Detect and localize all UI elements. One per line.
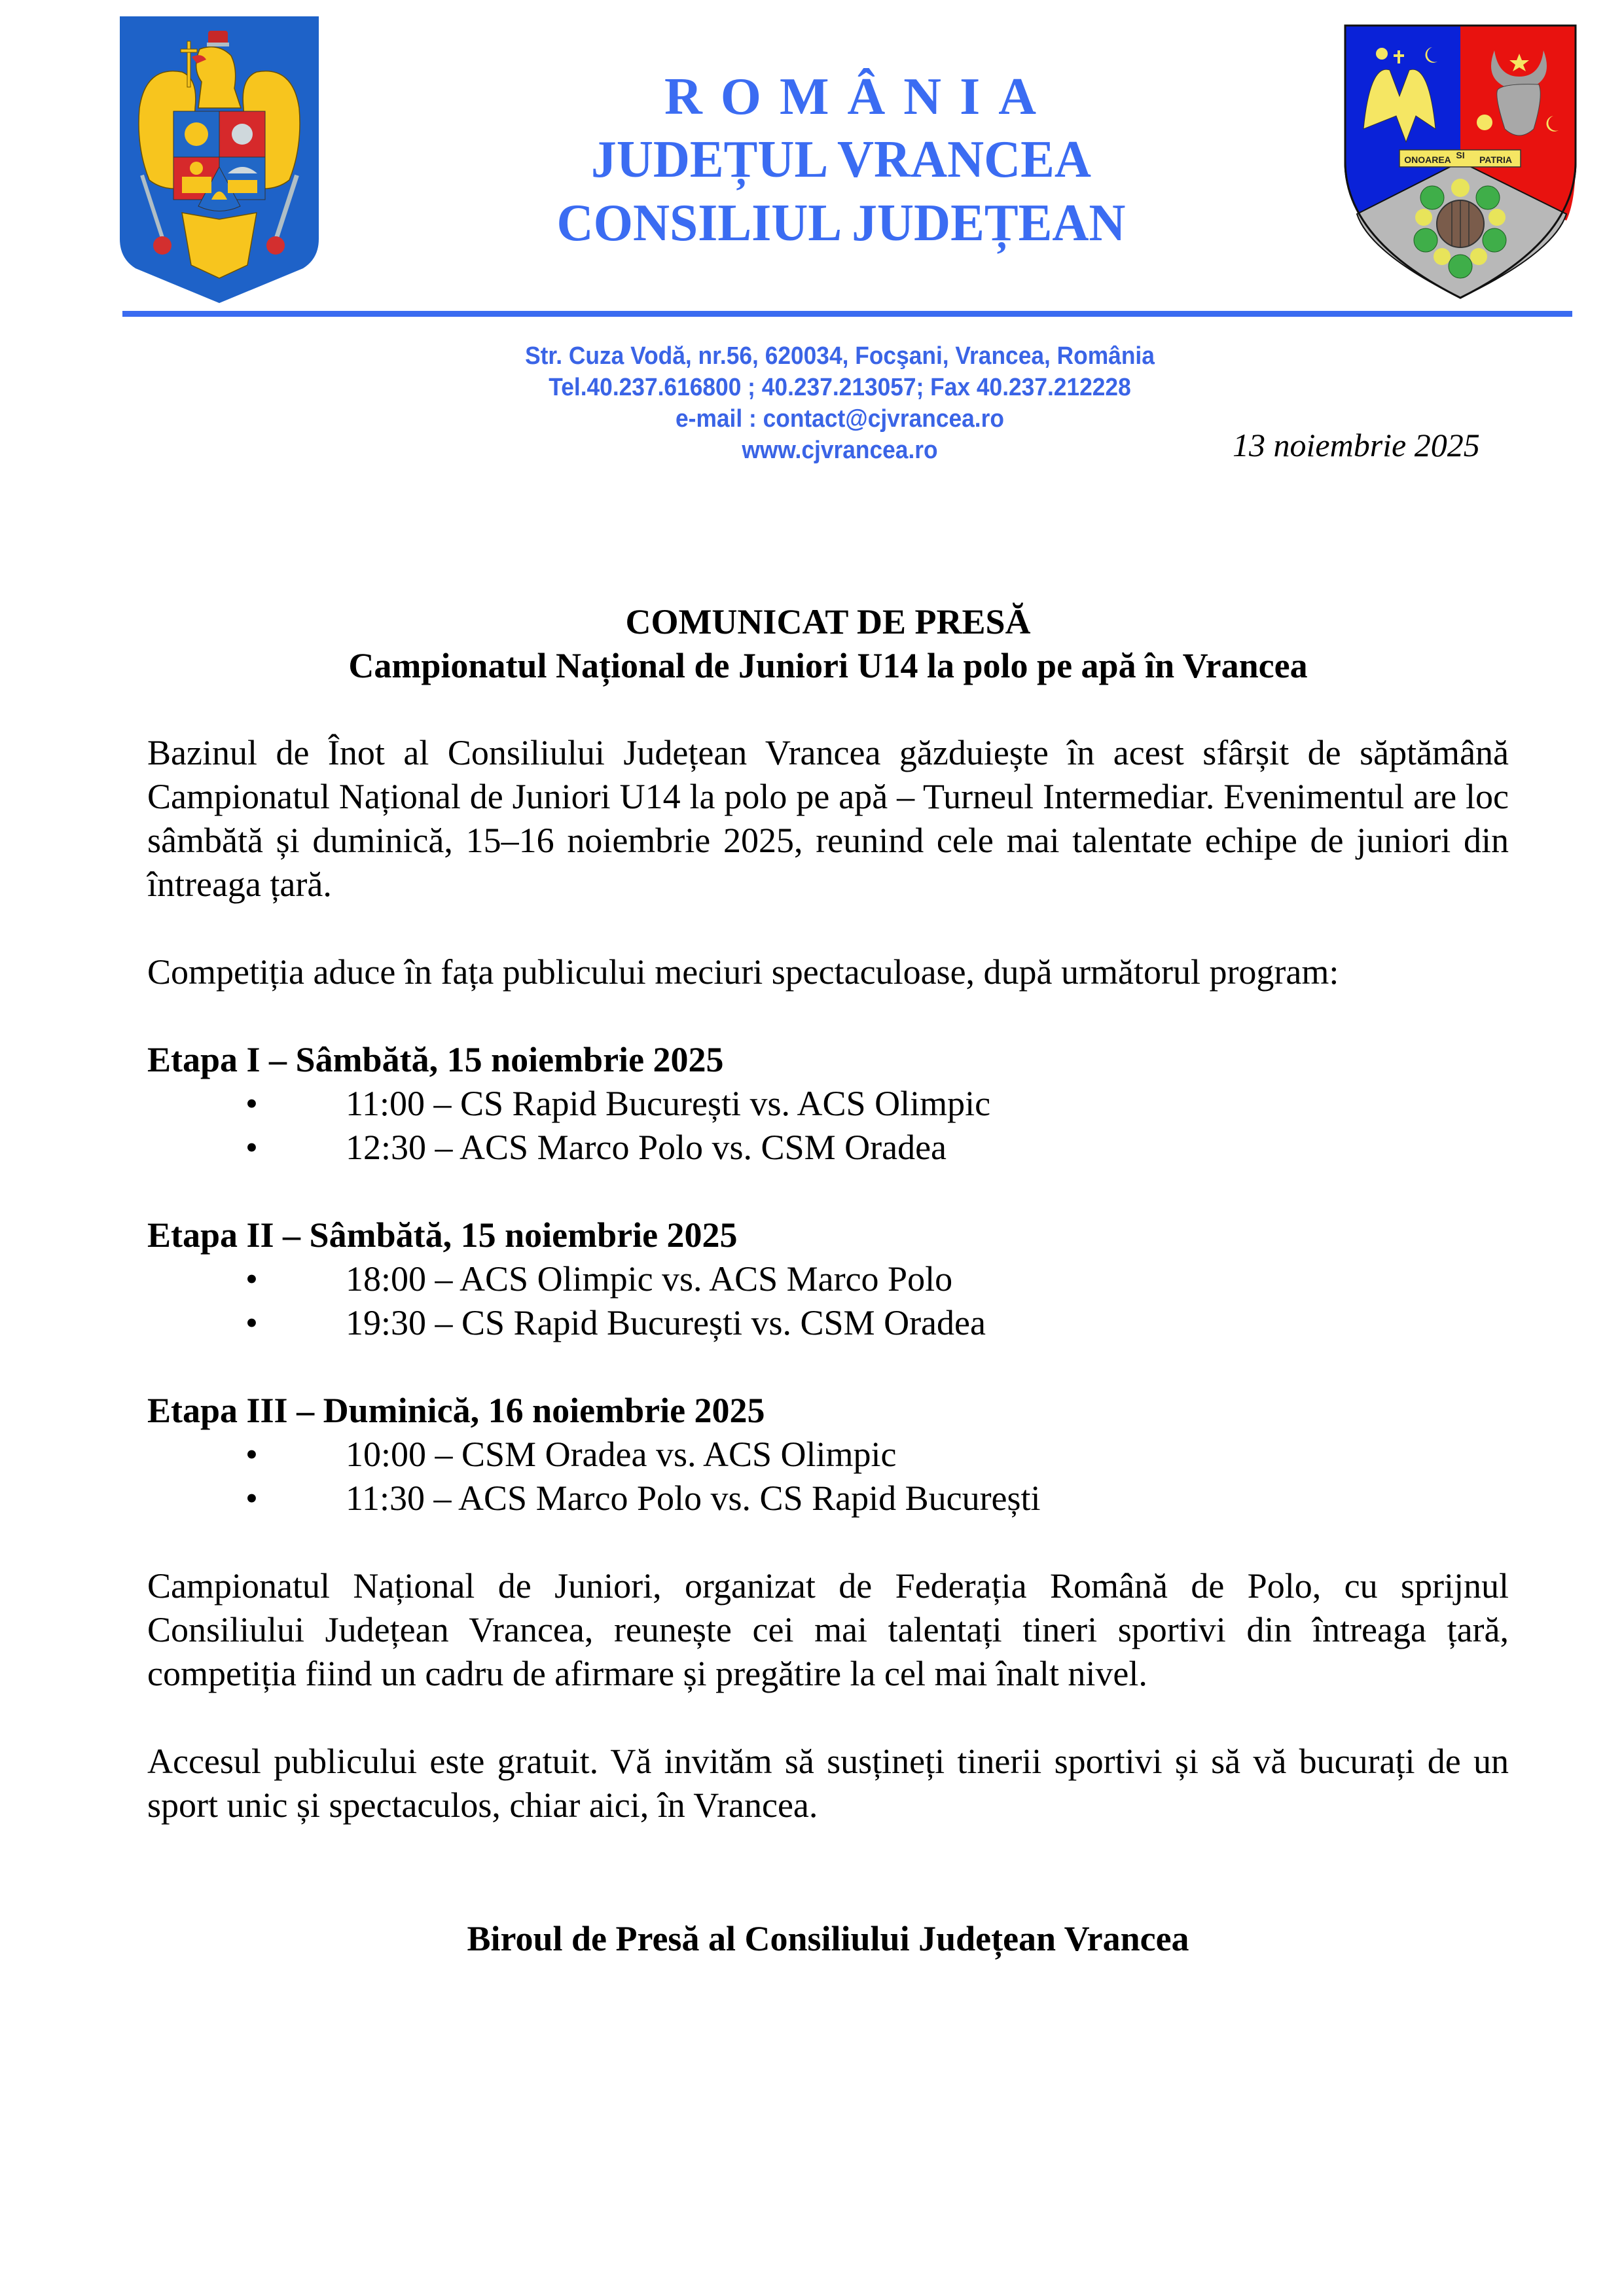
motto-right: PATRIA (1479, 154, 1513, 165)
organizer-paragraph: Campionatul Național de Juniori, organizat de Federația Română de Polo, cu sprijnul Consiliului Județean Vrancea, reunește cei mai talentați tineri sportivi din întreaga țară, competiția fiind un cadru de afirmare și pregătire la cel mai înalt nivel. (147, 1566, 1509, 1693)
bullet-icon: • (245, 1084, 258, 1123)
match-text: 11:30 – ACS Marco Polo vs. CS Rapid București (346, 1479, 1041, 1518)
bullet-icon: • (245, 1435, 258, 1474)
header-divider (122, 311, 1572, 317)
stage-title: Etapa I – Sâmbătă, 15 noiembrie 2025 (147, 1040, 724, 1079)
match-text: 10:00 – CSM Oradea vs. ACS Olimpic (346, 1435, 897, 1474)
program-intro-paragraph: Competiția aduce în fața publicului meciuri spectaculoase, după următorul program: (147, 952, 1339, 992)
council-title: CONSILIUL JUDEȚEAN (556, 194, 1126, 252)
contact-block (445, 340, 1235, 466)
email-line: e-mail : contact@cjvrancea.ro (676, 405, 1004, 433)
stage-block (147, 1213, 1509, 1345)
match-item (147, 1082, 1509, 1126)
document-heading: COMUNICAT DE PRESĂ (625, 602, 1031, 641)
bullet-icon: • (245, 1128, 258, 1167)
match-item (147, 1477, 1509, 1520)
address-line: Str. Cuza Vodă, nr.56, 620034, Focşani, Vrancea, România (525, 342, 1155, 370)
country-title: ROMÂNIA (664, 68, 1055, 126)
match-item (147, 1126, 1509, 1170)
vrancea-county-coat-of-arms-icon (1344, 24, 1577, 299)
match-item (147, 1301, 1509, 1345)
motto-left: ONOAREA (1404, 154, 1451, 165)
match-text: 11:00 – CS Rapid București vs. ACS Olimpic (346, 1084, 991, 1123)
match-text: 19:30 – CS Rapid București vs. CSM Oradea (346, 1303, 986, 1342)
match-item (147, 1257, 1509, 1301)
access-paragraph: Accesul publicului este gratuit. Vă invităm să susțineți tinerii sportivi și să vă bucurați de un sport unic și spectaculos, chiar aici, în Vrancea. (147, 1742, 1509, 1825)
document-date: 13 noiembrie 2025 (1233, 427, 1480, 463)
county-title: JUDEȚUL VRANCEA (591, 131, 1091, 188)
bullet-icon: • (245, 1259, 258, 1299)
match-text: 18:00 – ACS Olimpic vs. ACS Marco Polo (346, 1259, 953, 1299)
stage-title: Etapa III – Duminică, 16 noiembrie 2025 (147, 1391, 765, 1430)
stage-block (147, 1389, 1509, 1520)
match-item (147, 1433, 1509, 1477)
phone-line: Tel.40.237.616800 ; 40.237.213057; Fax 40.237.212228 (549, 374, 1131, 401)
website-line: www.cjvrancea.ro (742, 437, 938, 464)
document-subheading: Campionatul Național de Juniori U14 la polo pe apă în Vrancea (348, 646, 1308, 685)
stage-block (147, 1038, 1509, 1170)
intro-paragraph: Bazinul de Înot al Consiliului Județean Vrancea găzduiește în acest sfârșit de săptămână Campionatul Național de Juniori U14 la polo pe apă – Turneul Intermediar. Evenimentul are loc sâmbătă și duminică, 15–16 noiembrie 2025, reunind cele mai talentate echipe de juniori din întreaga țară. (147, 733, 1509, 904)
bullet-icon: • (245, 1303, 258, 1342)
signature: Biroul de Presă al Consiliului Județean Vrancea (467, 1919, 1189, 1958)
match-text: 12:30 – ACS Marco Polo vs. CSM Oradea (346, 1128, 947, 1167)
motto-mid: SI (1456, 150, 1465, 160)
bullet-icon: • (245, 1479, 258, 1518)
romania-coat-of-arms-icon (120, 16, 319, 303)
stage-title: Etapa II – Sâmbătă, 15 noiembrie 2025 (147, 1215, 738, 1255)
